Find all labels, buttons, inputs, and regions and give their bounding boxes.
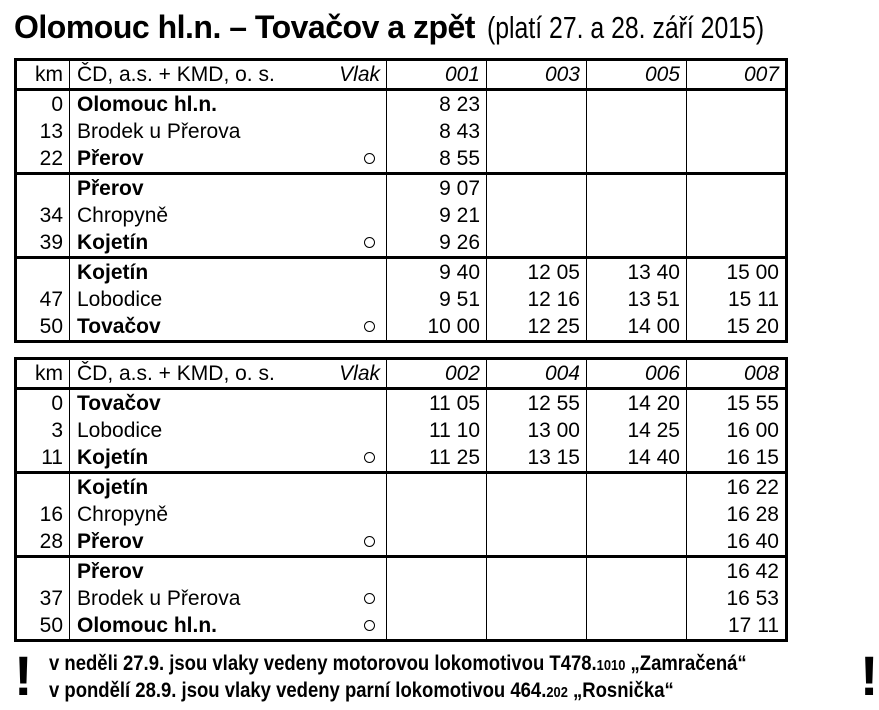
time-cell: 9 21	[387, 202, 487, 229]
table-row	[16, 585, 787, 612]
station-name: Chropyně	[77, 502, 169, 526]
station-cell	[70, 612, 387, 641]
time-cell: 12 16	[487, 286, 587, 313]
time-cell: 14 20	[587, 389, 687, 418]
loco-name: „Rosnička“	[567, 678, 674, 702]
exclamation-icon-right: !	[859, 644, 879, 707]
time-cell	[387, 557, 487, 586]
time-cell: 16 40	[687, 528, 787, 557]
table-row	[16, 389, 787, 418]
km-cell	[16, 258, 70, 287]
km-cell	[16, 557, 70, 586]
table-row	[16, 528, 787, 557]
stop-circle-icon	[364, 321, 375, 332]
notes-section	[14, 644, 879, 707]
km-header: km	[16, 359, 70, 389]
time-cell	[487, 501, 587, 528]
time-cell	[587, 557, 687, 586]
km-cell: 16	[16, 501, 70, 528]
km-cell: 3	[16, 417, 70, 444]
km-cell	[16, 174, 70, 203]
note-monday	[49, 678, 747, 705]
station-name: Brodek u Přerova	[77, 119, 241, 143]
station-cell	[70, 557, 387, 586]
time-cell	[687, 174, 787, 203]
header-row	[16, 60, 787, 90]
time-cell	[687, 118, 787, 145]
station-name: Chropyně	[77, 203, 169, 227]
table-row	[16, 473, 787, 502]
train-number-header: 002	[387, 359, 487, 389]
time-cell	[687, 90, 787, 119]
table-row	[16, 612, 787, 641]
time-cell: 17 11	[687, 612, 787, 641]
station-cell	[70, 389, 387, 418]
station-name: Kojetín	[77, 260, 149, 284]
time-cell: 13 40	[587, 258, 687, 287]
km-cell: 50	[16, 313, 70, 342]
title-main: Olomouc hl.n. – Tovačov a zpět	[14, 9, 475, 45]
title-validity: (platí 27. a 28. září 2015)	[487, 10, 765, 45]
time-cell: 12 05	[487, 258, 587, 287]
train-number-header: 004	[487, 359, 587, 389]
table-row	[16, 229, 787, 258]
station-cell	[70, 444, 387, 473]
time-cell	[587, 174, 687, 203]
time-cell	[387, 612, 487, 641]
time-cell	[487, 229, 587, 258]
time-cell: 12 25	[487, 313, 587, 342]
vlak-label: Vlak	[339, 361, 380, 385]
station-cell	[70, 118, 387, 145]
time-cell	[587, 229, 687, 258]
table-row	[16, 286, 787, 313]
station-cell	[70, 313, 387, 342]
time-cell: 13 51	[587, 286, 687, 313]
time-cell	[587, 145, 687, 174]
stop-circle-icon	[364, 536, 375, 547]
page-title	[14, 4, 800, 50]
station-cell	[70, 145, 387, 174]
carrier-label: ČD, a.s. + KMD, o. s.	[77, 361, 275, 385]
table-row	[16, 258, 787, 287]
station-name: Lobodice	[77, 287, 163, 311]
exclamation-icon-left: !	[14, 644, 33, 707]
km-cell: 11	[16, 444, 70, 473]
time-cell	[487, 473, 587, 502]
time-cell: 8 23	[387, 90, 487, 119]
station-name: Přerov	[77, 559, 144, 583]
time-cell	[687, 229, 787, 258]
station-name: Kojetín	[77, 445, 149, 469]
time-cell: 15 55	[687, 389, 787, 418]
station-name: Olomouc hl.n.	[77, 92, 217, 116]
station-name: Tovačov	[77, 391, 161, 415]
time-cell: 9 40	[387, 258, 487, 287]
note-sunday	[49, 651, 747, 678]
carrier-label: ČD, a.s. + KMD, o. s.	[77, 62, 275, 86]
station-cell	[70, 258, 387, 287]
time-cell	[687, 145, 787, 174]
station-name: Olomouc hl.n.	[77, 613, 217, 637]
time-cell	[487, 202, 587, 229]
table-row	[16, 501, 787, 528]
carrier-header	[70, 60, 387, 90]
km-cell: 13	[16, 118, 70, 145]
km-cell: 0	[16, 90, 70, 119]
note-text: v pondělí 28.9. jsou vlaky vedeny parní lokomotivou	[48, 678, 511, 702]
train-number-header: 007	[687, 60, 787, 90]
km-header: km	[16, 60, 70, 90]
time-cell	[487, 612, 587, 641]
time-cell	[387, 473, 487, 502]
time-cell: 11 05	[387, 389, 487, 418]
time-cell	[587, 528, 687, 557]
train-number-header: 008	[687, 359, 787, 389]
time-cell: 9 26	[387, 229, 487, 258]
time-cell	[487, 585, 587, 612]
time-cell	[687, 202, 787, 229]
table-row	[16, 118, 787, 145]
station-name: Přerov	[77, 529, 144, 553]
train-number-header: 003	[487, 60, 587, 90]
time-cell: 8 55	[387, 145, 487, 174]
station-name: Kojetín	[77, 230, 149, 254]
vlak-label: Vlak	[339, 62, 380, 86]
loco-number: T478.	[549, 651, 597, 675]
time-cell: 13 00	[487, 417, 587, 444]
time-cell	[587, 585, 687, 612]
km-cell: 0	[16, 389, 70, 418]
time-cell: 9 07	[387, 174, 487, 203]
stop-circle-icon	[364, 452, 375, 463]
time-cell	[387, 585, 487, 612]
km-cell	[16, 473, 70, 502]
time-cell	[587, 118, 687, 145]
note-lines	[49, 651, 860, 705]
table-row	[16, 444, 787, 473]
time-cell	[487, 557, 587, 586]
carrier-header	[70, 359, 387, 389]
stop-circle-icon	[364, 153, 375, 164]
timetable-outbound	[14, 58, 788, 343]
station-name: Brodek u Přerova	[77, 586, 241, 610]
time-cell	[387, 501, 487, 528]
km-cell: 22	[16, 145, 70, 174]
station-name: Lobodice	[77, 418, 163, 442]
loco-number-small: 1010	[596, 657, 626, 674]
station-name: Tovačov	[77, 314, 161, 338]
time-cell: 16 22	[687, 473, 787, 502]
time-cell	[587, 501, 687, 528]
km-cell: 28	[16, 528, 70, 557]
km-cell: 39	[16, 229, 70, 258]
time-cell: 16 15	[687, 444, 787, 473]
header-row	[16, 359, 787, 389]
station-name: Kojetín	[77, 475, 149, 499]
table-row	[16, 557, 787, 586]
time-cell: 16 00	[687, 417, 787, 444]
train-number-header: 001	[387, 60, 487, 90]
loco-number-small: 202	[546, 684, 568, 701]
time-cell: 14 00	[587, 313, 687, 342]
station-cell	[70, 528, 387, 557]
time-cell: 11 10	[387, 417, 487, 444]
station-cell	[70, 202, 387, 229]
table-row	[16, 202, 787, 229]
train-number-header: 006	[587, 359, 687, 389]
km-cell: 47	[16, 286, 70, 313]
time-cell	[387, 528, 487, 557]
stop-circle-icon	[364, 620, 375, 631]
station-cell	[70, 501, 387, 528]
loco-name: „Zamračená“	[625, 651, 747, 675]
loco-number: 464.	[510, 678, 547, 702]
time-cell: 13 15	[487, 444, 587, 473]
train-number-header: 005	[587, 60, 687, 90]
station-cell	[70, 585, 387, 612]
time-cell	[587, 90, 687, 119]
time-cell	[487, 145, 587, 174]
table-row	[16, 313, 787, 342]
table-row	[16, 174, 787, 203]
timetable-return	[14, 357, 788, 642]
station-cell	[70, 90, 387, 119]
time-cell: 15 20	[687, 313, 787, 342]
km-cell: 37	[16, 585, 70, 612]
station-cell	[70, 229, 387, 258]
time-cell: 15 11	[687, 286, 787, 313]
time-cell	[487, 118, 587, 145]
time-cell: 11 25	[387, 444, 487, 473]
station-cell	[70, 174, 387, 203]
station-cell	[70, 417, 387, 444]
km-cell: 50	[16, 612, 70, 641]
station-cell	[70, 286, 387, 313]
note-text: v neděli 27.9. jsou vlaky vedeny motorovou lokomotivou	[48, 651, 550, 675]
time-cell: 14 40	[587, 444, 687, 473]
stop-circle-icon	[364, 593, 375, 604]
table-row	[16, 90, 787, 119]
time-cell: 10 00	[387, 313, 487, 342]
time-cell: 8 43	[387, 118, 487, 145]
station-cell	[70, 473, 387, 502]
time-cell	[487, 174, 587, 203]
time-cell: 16 28	[687, 501, 787, 528]
time-cell: 14 25	[587, 417, 687, 444]
time-cell	[587, 202, 687, 229]
time-cell	[487, 90, 587, 119]
time-cell	[487, 528, 587, 557]
time-cell	[587, 473, 687, 502]
table-row	[16, 417, 787, 444]
station-name: Přerov	[77, 146, 144, 170]
time-cell: 16 53	[687, 585, 787, 612]
time-cell: 12 55	[487, 389, 587, 418]
stop-circle-icon	[364, 237, 375, 248]
km-cell: 34	[16, 202, 70, 229]
table-row	[16, 145, 787, 174]
time-cell: 9 51	[387, 286, 487, 313]
time-cell: 16 42	[687, 557, 787, 586]
time-cell	[587, 612, 687, 641]
station-name: Přerov	[77, 176, 144, 200]
time-cell: 15 00	[687, 258, 787, 287]
